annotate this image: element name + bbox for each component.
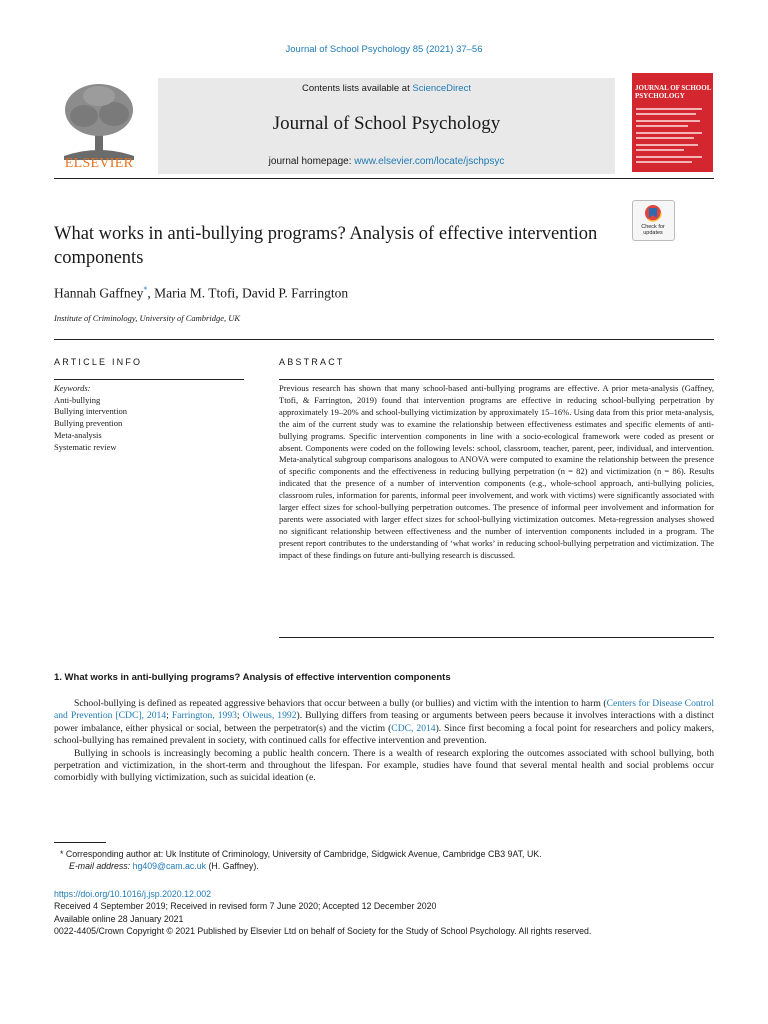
keyword: Meta-analysis [54, 429, 102, 440]
article-info-heading: ARTICLE INFO [54, 357, 143, 367]
keyword: Bullying intervention [54, 406, 127, 417]
email-suffix: (H. Gaffney). [206, 861, 259, 871]
affiliation: Institute of Criminology, University of Cambridge, UK [54, 313, 241, 323]
doi-link[interactable]: https://doi.org/10.1016/j.jsp.2020.12.002 [54, 889, 211, 899]
contents-line [158, 83, 615, 94]
journal-homepage-link[interactable]: www.elsevier.com/locate/jschpsyc [354, 156, 505, 167]
keyword: Bullying prevention [54, 418, 123, 429]
available-date: Available online 28 January 2021 [54, 913, 184, 924]
received-dates: Received 4 September 2019; Received in revised form 7 June 2020; Accepted 12 December 2020 [54, 901, 437, 912]
paragraph-2: Bullying in schools is increasingly becoming a public health concern. There is a wealth of research exploring the outcomes associated with school bullying, both perpetration and victimization, in the short-term and throughout the lifespan. For example, studies have found that several mental health and social problems occur comorbidly with bullying victimization, such as suicidal ideation (e. [54, 747, 714, 784]
abstract-heading: ABSTRACT [279, 357, 345, 367]
publisher-name: ELSEVIER [64, 156, 134, 171]
check-for-updates-label: Check for updates [641, 224, 665, 236]
title-divider [54, 339, 714, 340]
homepage-line [158, 156, 615, 167]
footnote-line: * Corresponding author at: Uk Institute of Criminology, University of Cambridge, Sidgwick Avenue, Cambridge CB3 9AT, UK. [60, 849, 542, 859]
journal-citation[interactable]: Journal of School Psychology 85 (2021) 37–56 [285, 44, 483, 55]
p1-text-c: ). Since first becoming a focal point for researchers and policy makers, school-bullying has remained prevalent in society, with continued calls for effective intervention and prevention. [54, 722, 714, 747]
email-label: E-mail address: [69, 861, 131, 871]
footnote [60, 848, 700, 872]
author-1: Hannah Gaffney [54, 285, 144, 301]
cover-title: JOURNAL OF SCHOOL PSYCHOLOGY [635, 84, 711, 100]
keywords-block [54, 383, 244, 453]
copyright: 0022-4405/Crown Copyright © 2021 Published by Elsevier Ltd on behalf of Society for the Study of School Psychology. All rights reserved. [54, 925, 592, 936]
footnote-divider [54, 842, 106, 843]
homepage-prefix: journal homepage: [268, 156, 355, 167]
other-authors: , Maria M. Ttofi, David P. Farrington [147, 285, 349, 301]
check-updates-mark-icon [644, 204, 662, 222]
author-list [54, 285, 348, 302]
corresponding-author-mark[interactable]: * [143, 285, 148, 294]
abstract-text: Previous research has shown that many school-based anti-bullying programs are effective. A prior meta-analysis (Gaffney, Ttofi, & Farrington, 2019) found that intervention programs are effective in reducing school-bullying perpetration by approximately 19–20% and school-bullying victimization by approximately 15–16%. Using data from this prior meta-analysis, the aim of the current study was to examine the relationship between effectiveness estimates and specific elements of anti-bullying programs. Specific intervention components in line with a socio-ecological framework were coded as present or absent. Components were coded on the following levels: school, classroom, teacher, parent, peer, individual, and intervention. Meta-analytical subgroup comparisons analogous to ANOVA were computed to examine the relationship between the presence of specific components and the effectiveness in reducing bullying perpetration (n = 82) and victimization (n = 86). Results indicated that the presence of a number of intervention components (e.g., whole-school approach, anti-bullying policies, classroom rules, information for parents, informal peer involvement, and work with victims) were significantly associated with larger effect sizes for school-bullying perpetration outcomes. The presence of informal peer involvement and information for parents were associated with larger effect sizes for school-bullying victimization outcomes. Meta-regression analyses showed no significant relationship between effectiveness and the number of intervention components included in a program. The present report contributes to the understanding of ‘what works’ in reducing school-bullying perpetration and victimization. The impact of these findings on future anti-bullying research is discussed. [279, 383, 714, 560]
footnote-email-line [60, 860, 700, 872]
abstract-divider [279, 379, 714, 380]
citation-link[interactable]: Farrington, 1993 [171, 710, 237, 722]
keywords-label: Keywords: [54, 383, 91, 393]
citation-link[interactable]: Centers for Disease Control and Prevention [CDC], 2014 [54, 698, 715, 722]
article-title: What works in anti-bullying programs? Analysis of effective intervention components [54, 224, 598, 268]
p1-sep: ; [236, 710, 243, 722]
keyword: Systematic review [54, 441, 117, 452]
sciencedirect-link[interactable]: ScienceDirect [412, 83, 471, 94]
header-divider [54, 178, 714, 179]
abstract-bottom-divider [279, 637, 714, 638]
section-body [54, 698, 714, 785]
keyword: Anti-bullying [54, 394, 101, 405]
email-link[interactable]: hg409@cam.ac.uk [132, 861, 207, 871]
publication-info [54, 888, 714, 937]
citation-link[interactable]: CDC, 2014 [391, 722, 436, 734]
p1-text-a: School-bullying is defined as repeated aggressive behaviors that occur between a bully (or bullies) and victim with the intention to harm ( [74, 698, 607, 709]
section-heading: 1. What works in anti-bullying programs? Analysis of effective intervention components [54, 672, 451, 683]
contents-prefix: Contents lists available at [302, 83, 413, 94]
article-info-divider [54, 379, 244, 380]
citation-link[interactable]: Olweus, 1992 [242, 710, 297, 722]
p1-text-b: ). Bullying differs from teasing or arguments between peers because it involves interactions with a distinct power imbalance, either physical or social, between the perpetrator(s) and the victim ( [54, 710, 714, 734]
p1-sep: ; [166, 710, 172, 722]
journal-name: Journal of School Psychology [272, 113, 501, 134]
paragraph-1 [54, 698, 714, 748]
cover-text-lines [636, 108, 708, 168]
